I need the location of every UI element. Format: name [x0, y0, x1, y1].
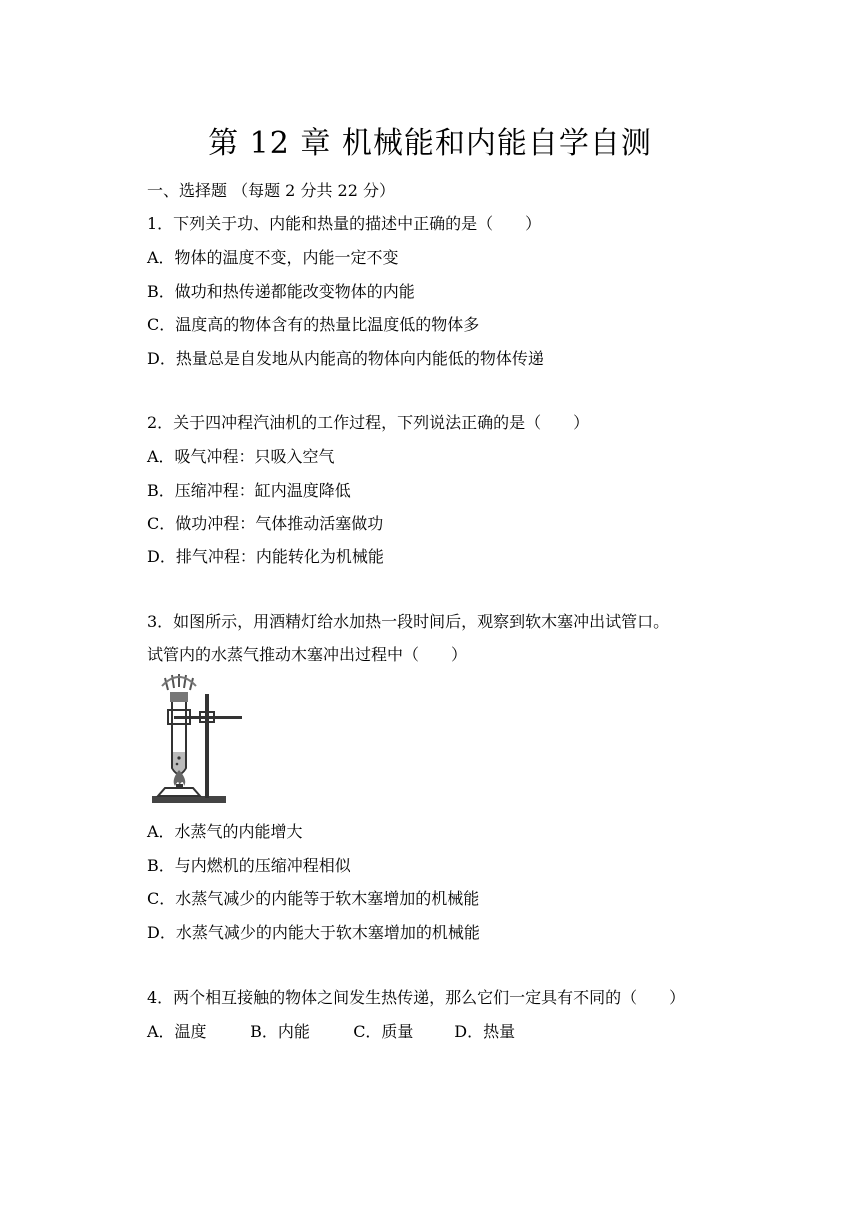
question-1-option-a: A．物体的温度不变，内能一定不变: [147, 248, 399, 267]
section-heading: 一、选择题 （每题 2 分共 22 分）: [147, 181, 395, 200]
question-2-stem: 2．关于四冲程汽油机的工作过程，下列说法正确的是（ ）: [147, 413, 590, 432]
question-3-option-d: D．水蒸气减少的内能大于软木塞增加的机械能: [147, 923, 480, 942]
question-3-option-a: A．水蒸气的内能增大: [147, 822, 303, 841]
question-4-option-b: B．内能: [250, 1022, 310, 1041]
question-3-stem-line-1: 3．如图所示，用酒精灯给水加热一段时间后，观察到软木塞冲出试管口。: [147, 612, 670, 631]
question-2-option-b: B．压缩冲程：缸内温度降低: [147, 481, 351, 500]
question-3-option-b: B．与内燃机的压缩冲程相似: [147, 856, 351, 875]
question-2-option-d: D．排气冲程：内能转化为机械能: [147, 547, 384, 566]
question-1-option-c: C．温度高的物体含有的热量比温度低的物体多: [147, 315, 480, 334]
question-4-option-d: D．热量: [454, 1022, 516, 1041]
test-tube-heating-apparatus-icon: [148, 672, 248, 808]
question-4-options: [147, 1019, 515, 1042]
question-3-option-c: C．水蒸气减少的内能等于软木塞增加的机械能: [147, 889, 480, 908]
question-1-option-b: B．做功和热传递都能改变物体的内能: [147, 282, 415, 301]
page-title: 第 12 章 机械能和内能自学自测: [208, 126, 652, 161]
question-3-stem-line-2: 试管内的水蒸气推动木塞冲出过程中（ ）: [147, 645, 468, 664]
question-1-stem: 1．下列关于功、内能和热量的描述中正确的是（ ）: [147, 214, 542, 233]
question-2-option-c: C．做功冲程：气体推动活塞做功: [147, 514, 384, 533]
question-4-option-c: C．质量: [353, 1022, 414, 1041]
question-2-option-a: A．吸气冲程：只吸入空气: [147, 447, 335, 466]
question-4-stem: 4．两个相互接触的物体之间发生热传递，那么它们一定具有不同的（ ）: [147, 988, 686, 1007]
question-1-option-d: D．热量总是自发地从内能高的物体向内能低的物体传递: [147, 349, 544, 368]
question-4-option-a: A．温度: [147, 1022, 207, 1041]
